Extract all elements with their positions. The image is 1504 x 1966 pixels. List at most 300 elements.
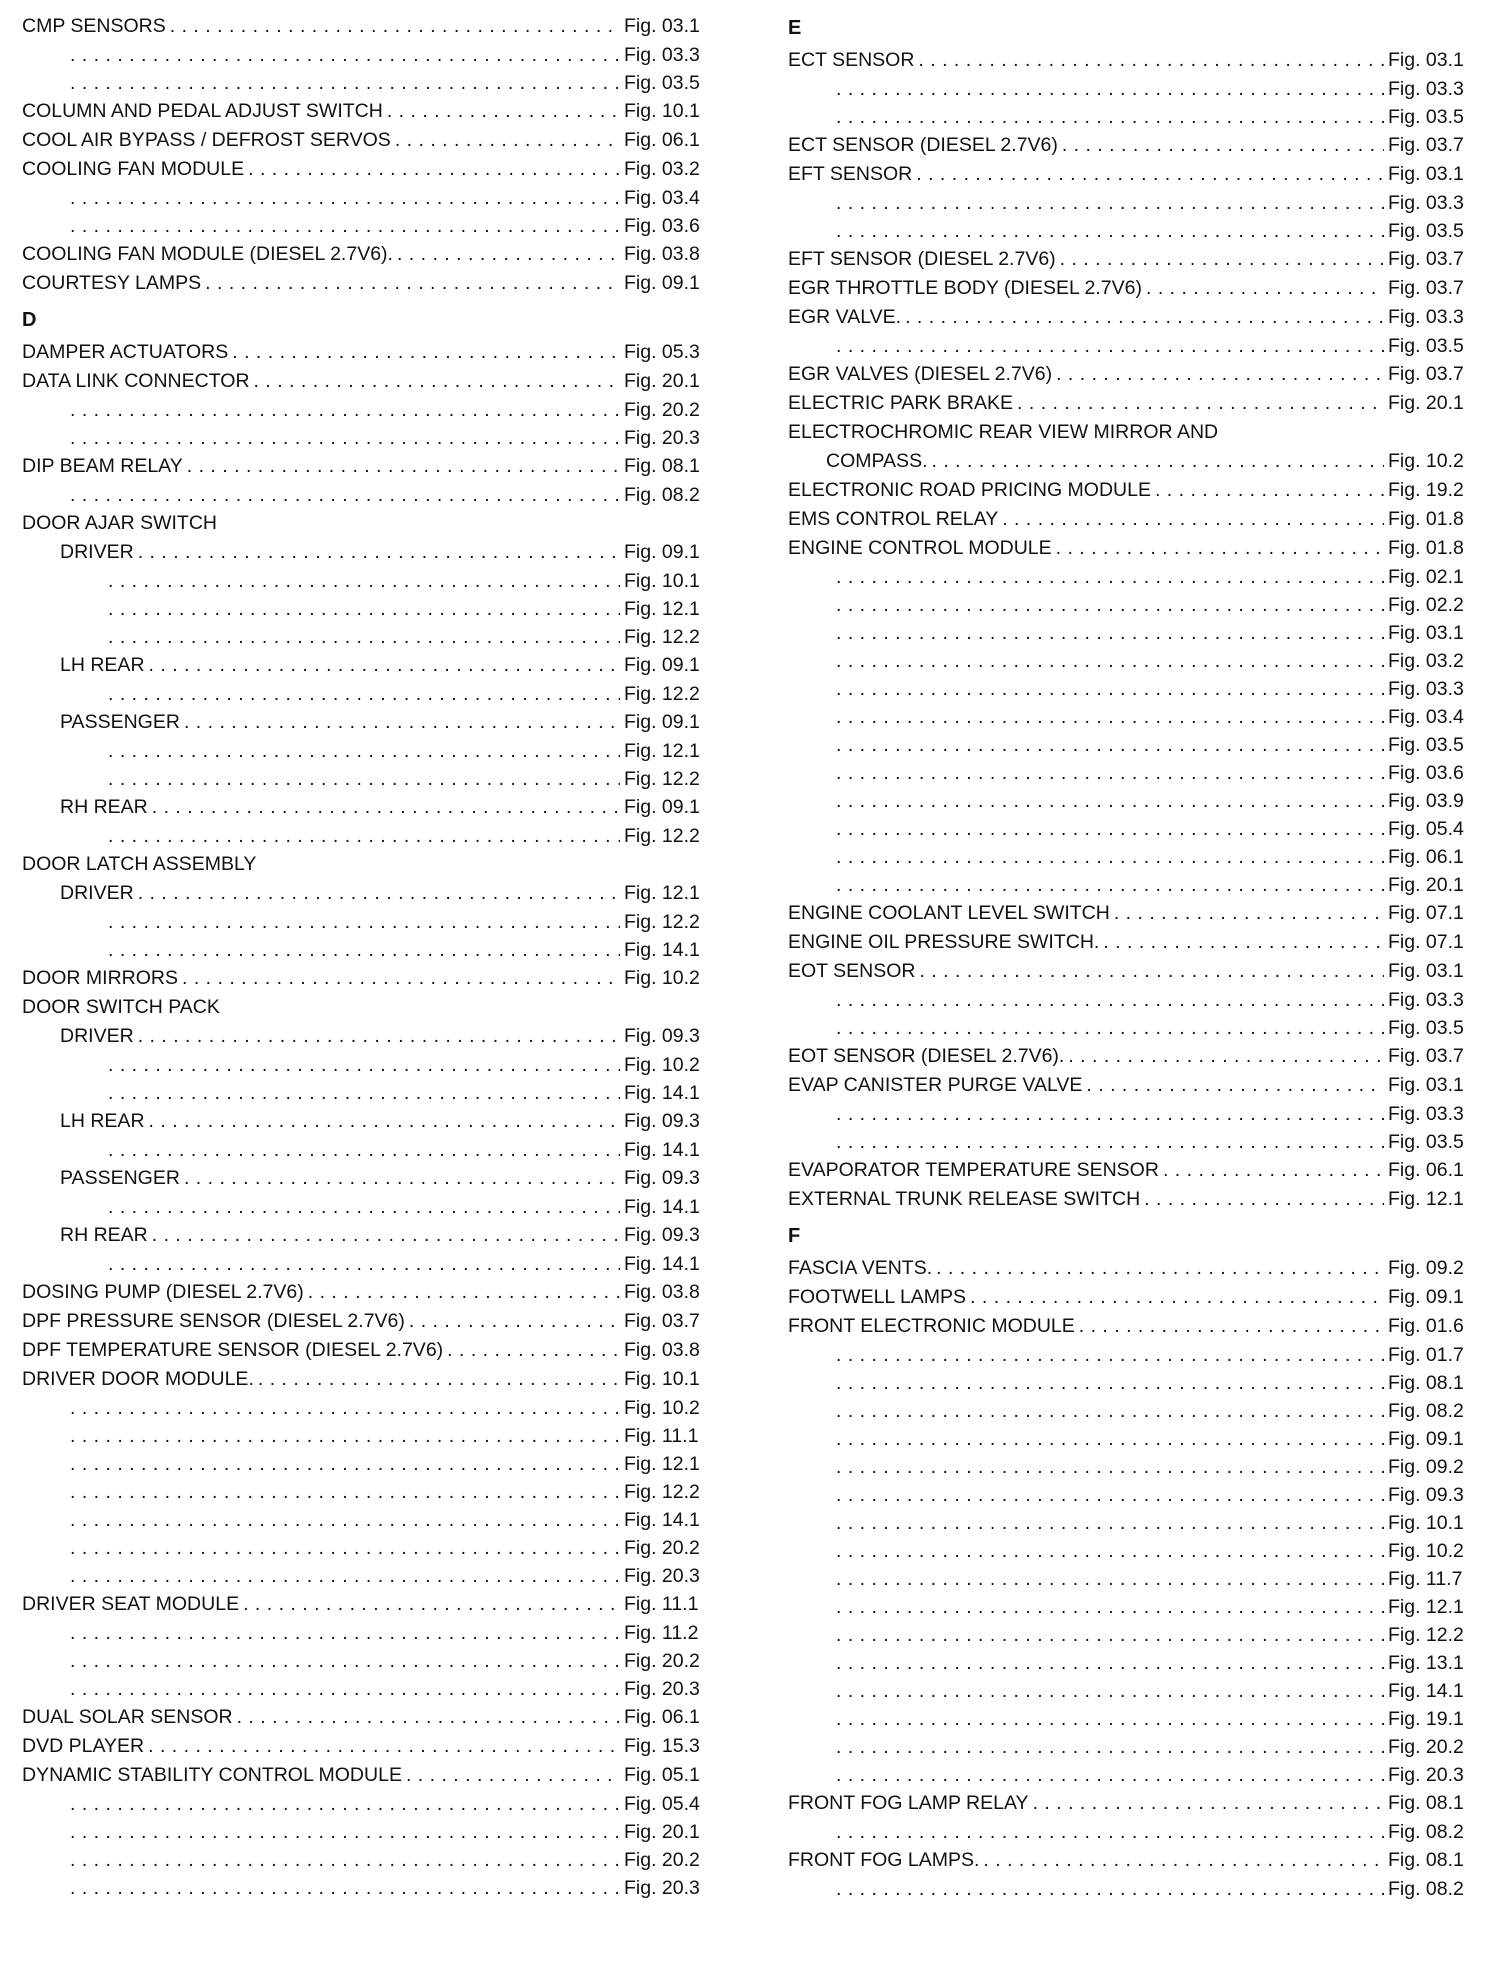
figure-reference[interactable]: Fig. 11.2 xyxy=(624,1622,699,1644)
dot-leader xyxy=(1033,1789,1384,1818)
index-entry-label: EFT SENSOR (DIESEL 2.7V6) xyxy=(788,248,1056,270)
figure-reference[interactable]: Fig. 08.1 xyxy=(1388,1792,1464,1814)
dot-leader xyxy=(108,1250,620,1278)
index-entry-label: ENGINE CONTROL MODULE xyxy=(788,537,1052,559)
index-entry-row xyxy=(22,1221,710,1250)
dot-leader xyxy=(932,447,1385,476)
dot-leader xyxy=(70,424,620,452)
dot-leader xyxy=(1146,274,1384,303)
index-entry-row xyxy=(22,708,710,737)
figure-reference[interactable]: Fig. 03.5 xyxy=(1388,220,1464,242)
index-continuation-row xyxy=(22,1506,710,1534)
figure-reference[interactable]: Fig. 12.2 xyxy=(624,626,700,648)
dot-leader xyxy=(836,1100,1384,1128)
figure-reference[interactable]: Fig. 20.1 xyxy=(1388,874,1464,896)
index-entry-row xyxy=(22,1761,710,1790)
figure-reference[interactable]: Fig. 20.3 xyxy=(624,1565,700,1587)
index-continuation-row xyxy=(788,1621,1474,1649)
index-continuation-row xyxy=(788,1565,1474,1593)
dot-leader xyxy=(387,97,620,126)
figure-reference[interactable]: Fig. 05.4 xyxy=(624,1793,700,1815)
index-continuation-row xyxy=(22,623,710,651)
figure-reference[interactable]: Fig. 08.1 xyxy=(1388,1849,1464,1871)
index-continuation-row xyxy=(788,1593,1474,1621)
dot-leader xyxy=(836,1509,1384,1537)
index-entry-row xyxy=(788,360,1474,389)
figure-reference[interactable]: Fig. 03.3 xyxy=(624,44,700,66)
figure-reference[interactable]: Fig. 09.3 xyxy=(624,1110,700,1132)
index-entry-label: FRONT FOG LAMP RELAY xyxy=(788,1792,1029,1814)
figure-reference[interactable]: Fig. 03.5 xyxy=(1388,734,1464,756)
index-entry-label: COMPASS. xyxy=(826,450,928,472)
dot-leader xyxy=(836,1593,1384,1621)
figure-reference[interactable]: Fig. 09.1 xyxy=(1388,1286,1464,1308)
index-continuation-row xyxy=(788,217,1474,245)
index-continuation-row xyxy=(22,1193,710,1221)
index-continuation-row xyxy=(22,936,710,964)
figure-reference[interactable]: Fig. 06.1 xyxy=(624,129,700,151)
figure-reference[interactable]: Fig. 03.7 xyxy=(1388,1045,1464,1067)
index-continuation-row xyxy=(22,1562,710,1590)
index-continuation-row xyxy=(22,1394,710,1422)
figure-reference[interactable]: Fig. 11.1 xyxy=(624,1593,699,1615)
index-continuation-row xyxy=(788,1649,1474,1677)
dot-leader xyxy=(1056,534,1384,563)
figure-reference[interactable]: Fig. 01.8 xyxy=(1388,508,1464,530)
dot-leader xyxy=(70,1478,620,1506)
figure-reference[interactable]: Fig. 20.1 xyxy=(624,370,700,392)
figure-reference[interactable]: Fig. 10.2 xyxy=(624,1054,700,1076)
figure-reference[interactable]: Fig. 14.1 xyxy=(624,1139,700,1161)
index-continuation-row xyxy=(788,1369,1474,1397)
figure-reference[interactable]: Fig. 03.8 xyxy=(624,1339,700,1361)
figure-reference[interactable]: Fig. 03.8 xyxy=(624,243,700,265)
figure-reference[interactable]: Fig. 03.1 xyxy=(1388,960,1464,982)
figure-reference[interactable]: Fig. 12.1 xyxy=(624,598,700,620)
figure-reference[interactable]: Fig. 12.1 xyxy=(624,882,700,904)
figure-reference[interactable]: Fig. 03.1 xyxy=(624,15,700,37)
index-continuation-row xyxy=(22,1250,710,1278)
figure-reference[interactable]: Fig. 14.1 xyxy=(1388,1680,1464,1702)
figure-reference[interactable]: Fig. 13.1 xyxy=(1388,1652,1464,1674)
dot-leader xyxy=(108,1193,620,1221)
figure-reference[interactable]: Fig. 03.6 xyxy=(624,215,700,237)
figure-reference[interactable]: Fig. 05.1 xyxy=(624,1764,700,1786)
figure-reference[interactable]: Fig. 09.3 xyxy=(1388,1484,1464,1506)
dot-leader xyxy=(836,217,1384,245)
index-entry-label: EXTERNAL TRUNK RELEASE SWITCH xyxy=(788,1188,1141,1210)
index-continuation-row xyxy=(788,591,1474,619)
figure-reference[interactable]: Fig. 11.1 xyxy=(624,1425,699,1447)
figure-reference[interactable]: Fig. 03.3 xyxy=(1388,989,1464,1011)
figure-reference[interactable]: Fig. 12.1 xyxy=(1388,1188,1464,1210)
index-entry-label: DPF PRESSURE SENSOR (DIESEL 2.7V6) xyxy=(22,1310,405,1332)
figure-reference[interactable]: Fig. 20.2 xyxy=(624,1537,700,1559)
figure-reference[interactable]: Fig. 12.1 xyxy=(624,740,700,762)
index-entry-label: DYNAMIC STABILITY CONTROL MODULE xyxy=(22,1764,402,1786)
index-entry-row xyxy=(22,1164,710,1193)
figure-reference[interactable]: Fig. 03.2 xyxy=(1388,650,1464,672)
figure-reference[interactable]: Fig. 03.4 xyxy=(1388,706,1464,728)
dot-leader xyxy=(395,126,620,155)
index-entry-label: RH REAR xyxy=(60,796,148,818)
figure-reference[interactable]: Fig. 14.1 xyxy=(624,1509,700,1531)
figure-reference[interactable]: Fig. 03.1 xyxy=(1388,163,1464,185)
figure-reference[interactable]: Fig. 11.7 xyxy=(1388,1568,1463,1590)
index-continuation-row xyxy=(788,1425,1474,1453)
dot-leader xyxy=(138,538,620,567)
figure-reference[interactable]: Fig. 09.1 xyxy=(624,796,700,818)
index-continuation-row xyxy=(22,212,710,240)
index-entry-label: EGR THROTTLE BODY (DIESEL 2.7V6) xyxy=(788,277,1142,299)
dot-leader xyxy=(836,1761,1384,1789)
figure-reference[interactable]: Fig. 19.1 xyxy=(1388,1708,1464,1730)
dot-leader xyxy=(70,184,620,212)
dot-leader xyxy=(836,1453,1384,1481)
index-continuation-row xyxy=(788,1453,1474,1481)
index-entry-label: DRIVER xyxy=(60,1025,134,1047)
index-entry-label: EGR VALVES (DIESEL 2.7V6) xyxy=(788,363,1053,385)
figure-reference[interactable]: Fig. 09.1 xyxy=(624,654,700,676)
figure-reference[interactable]: Fig. 10.2 xyxy=(624,967,700,989)
dot-leader xyxy=(108,1136,620,1164)
figure-reference[interactable]: Fig. 03.5 xyxy=(1388,106,1464,128)
index-entry-label: EOT SENSOR xyxy=(788,960,916,982)
index-entry-row xyxy=(22,452,710,481)
figure-reference[interactable]: Fig. 03.7 xyxy=(1388,363,1464,385)
figure-reference[interactable]: Fig. 20.1 xyxy=(624,1821,700,1843)
dot-leader xyxy=(70,396,620,424)
index-entry-label: DOOR MIRRORS xyxy=(22,967,178,989)
index-continuation-row xyxy=(788,986,1474,1014)
dot-leader xyxy=(836,647,1384,675)
figure-reference[interactable]: Fig. 03.7 xyxy=(624,1310,700,1332)
figure-reference[interactable]: Fig. 01.8 xyxy=(1388,537,1464,559)
figure-reference[interactable]: Fig. 20.1 xyxy=(1388,392,1464,414)
index-entry-row xyxy=(788,1185,1474,1214)
figure-reference[interactable]: Fig. 03.7 xyxy=(1388,134,1464,156)
figure-reference[interactable]: Fig. 12.1 xyxy=(1388,1596,1464,1618)
figure-reference[interactable]: Fig. 10.1 xyxy=(624,100,700,122)
index-entry-row xyxy=(22,240,710,269)
figure-reference[interactable]: Fig. 06.1 xyxy=(624,1706,700,1728)
dot-leader xyxy=(836,759,1384,787)
dot-leader xyxy=(108,822,620,850)
index-entry-row xyxy=(788,928,1474,957)
dot-leader xyxy=(836,1425,1384,1453)
index-continuation-row xyxy=(22,567,710,595)
figure-reference[interactable]: Fig. 06.1 xyxy=(1388,846,1464,868)
index-continuation-row xyxy=(788,647,1474,675)
dot-leader xyxy=(205,269,620,298)
section-letter-header: D xyxy=(22,309,37,331)
figure-reference[interactable]: Fig. 03.7 xyxy=(1388,248,1464,270)
index-continuation-row xyxy=(22,1846,710,1874)
index-entry-row xyxy=(22,367,710,396)
figure-reference[interactable]: Fig. 02.2 xyxy=(1388,594,1464,616)
index-entry-row xyxy=(22,1365,710,1394)
index-entry-label: FOOTWELL LAMPS xyxy=(788,1286,967,1308)
figure-reference[interactable]: Fig. 08.2 xyxy=(1388,1400,1464,1422)
dot-leader xyxy=(983,1846,1384,1875)
dot-leader xyxy=(836,675,1384,703)
index-continuation-row xyxy=(788,1128,1474,1156)
dot-leader xyxy=(70,1818,620,1846)
figure-reference[interactable]: Fig. 03.1 xyxy=(1388,49,1464,71)
dot-leader xyxy=(70,1790,620,1818)
index-entry-row xyxy=(22,1022,710,1051)
figure-reference[interactable]: Fig. 03.8 xyxy=(624,1281,700,1303)
figure-reference[interactable]: Fig. 14.1 xyxy=(624,1253,700,1275)
figure-reference[interactable]: Fig. 03.5 xyxy=(624,72,700,94)
dot-leader xyxy=(70,1422,620,1450)
figure-reference[interactable]: Fig. 19.2 xyxy=(1388,479,1464,501)
dot-leader xyxy=(1079,1312,1384,1341)
dot-leader xyxy=(108,1079,620,1107)
index-continuation-row xyxy=(788,1761,1474,1789)
figure-reference[interactable]: Fig. 14.1 xyxy=(624,1196,700,1218)
figure-reference[interactable]: Fig. 07.1 xyxy=(1388,931,1464,953)
dot-leader xyxy=(836,1565,1384,1593)
index-entry-label: ENGINE COOLANT LEVEL SWITCH xyxy=(788,902,1110,924)
dot-leader xyxy=(836,1705,1384,1733)
index-continuation-row xyxy=(22,396,710,424)
figure-reference[interactable]: Fig. 06.1 xyxy=(1388,1159,1464,1181)
dot-leader xyxy=(184,708,620,737)
dot-leader xyxy=(920,957,1384,986)
figure-reference[interactable]: Fig. 03.9 xyxy=(1388,790,1464,812)
figure-reference[interactable]: Fig. 03.3 xyxy=(1388,78,1464,100)
figure-reference[interactable]: Fig. 08.1 xyxy=(624,455,700,477)
index-continuation-row xyxy=(22,822,710,850)
dot-leader xyxy=(138,879,620,908)
figure-reference[interactable]: Fig. 12.2 xyxy=(1388,1624,1464,1646)
dot-leader xyxy=(70,1675,620,1703)
index-continuation-row xyxy=(22,1818,710,1846)
index-entry-row xyxy=(788,389,1474,418)
figure-reference[interactable]: Fig. 08.2 xyxy=(624,484,700,506)
index-group-heading: DOOR SWITCH PACK xyxy=(22,996,220,1018)
index-entry-row xyxy=(22,1336,710,1365)
figure-reference[interactable]: Fig. 03.5 xyxy=(1388,335,1464,357)
index-entry-label: DRIVER xyxy=(60,541,134,563)
dot-leader xyxy=(409,1307,620,1336)
dot-leader xyxy=(836,563,1384,591)
dot-leader xyxy=(836,75,1384,103)
figure-reference[interactable]: Fig. 10.2 xyxy=(1388,1540,1464,1562)
figure-reference[interactable]: Fig. 20.3 xyxy=(1388,1764,1464,1786)
index-continuation-row xyxy=(788,843,1474,871)
index-entry-label: COURTESY LAMPS xyxy=(22,272,202,294)
figure-reference[interactable]: Fig. 08.2 xyxy=(1388,1878,1464,1900)
figure-reference[interactable]: Fig. 03.2 xyxy=(624,158,700,180)
index-continuation-row xyxy=(22,680,710,708)
dot-leader xyxy=(836,103,1384,131)
index-entry-label: CMP SENSORS xyxy=(22,15,166,37)
index-continuation-row xyxy=(22,595,710,623)
dot-leader xyxy=(836,1649,1384,1677)
index-entry-row xyxy=(788,245,1474,274)
dot-leader xyxy=(1017,389,1384,418)
index-continuation-row xyxy=(22,184,710,212)
figure-reference[interactable]: Fig. 05.3 xyxy=(624,341,700,363)
figure-reference[interactable]: Fig. 10.1 xyxy=(1388,1512,1464,1534)
figure-reference[interactable]: Fig. 14.1 xyxy=(624,939,700,961)
figure-reference[interactable]: Fig. 20.2 xyxy=(1388,1736,1464,1758)
index-continuation-row xyxy=(22,424,710,452)
figure-reference[interactable]: Fig. 03.6 xyxy=(1388,762,1464,784)
figure-reference[interactable]: Fig. 03.3 xyxy=(1388,192,1464,214)
figure-reference[interactable]: Fig. 20.2 xyxy=(624,399,700,421)
dot-leader xyxy=(1062,131,1384,160)
dot-leader xyxy=(70,212,620,240)
figure-reference[interactable]: Fig. 10.2 xyxy=(1388,450,1464,472)
dot-leader xyxy=(70,481,620,509)
figure-reference[interactable]: Fig. 03.3 xyxy=(1388,678,1464,700)
index-entry-row xyxy=(788,505,1474,534)
index-continuation-row xyxy=(22,1136,710,1164)
dot-leader xyxy=(836,1341,1384,1369)
index-entry-row xyxy=(788,1789,1474,1818)
figure-reference[interactable]: Fig. 03.3 xyxy=(1388,306,1464,328)
figure-reference[interactable]: Fig. 03.5 xyxy=(1388,1131,1464,1153)
index-entry-row xyxy=(22,793,710,822)
index-entry-row xyxy=(22,1307,710,1336)
figure-reference[interactable]: Fig. 03.7 xyxy=(1388,277,1464,299)
section-letter-header: E xyxy=(788,17,802,39)
figure-reference[interactable]: Fig. 10.2 xyxy=(624,1397,700,1419)
index-entry-label: EOT SENSOR (DIESEL 2.7V6). xyxy=(788,1045,1065,1067)
dot-leader xyxy=(836,591,1384,619)
index-continuation-row xyxy=(788,703,1474,731)
dot-leader xyxy=(397,240,620,269)
dot-leader xyxy=(70,1647,620,1675)
index-entry-row xyxy=(788,131,1474,160)
figure-reference[interactable]: Fig. 12.1 xyxy=(624,1453,700,1475)
figure-reference[interactable]: Fig. 09.1 xyxy=(624,711,700,733)
index-continuation-row xyxy=(788,1341,1474,1369)
figure-reference[interactable]: Fig. 02.1 xyxy=(1388,566,1464,588)
index-entry-row xyxy=(22,126,710,155)
figure-reference[interactable]: Fig. 03.4 xyxy=(624,187,700,209)
index-entry-label: ECT SENSOR (DIESEL 2.7V6) xyxy=(788,134,1058,156)
index-entry-label: ECT SENSOR xyxy=(788,49,915,71)
index-entry-row xyxy=(788,534,1474,563)
figure-reference[interactable]: Fig. 10.1 xyxy=(624,570,700,592)
index-continuation-row xyxy=(22,908,710,936)
dot-leader xyxy=(308,1278,620,1307)
dot-leader xyxy=(70,1562,620,1590)
dot-leader xyxy=(836,1369,1384,1397)
dot-leader xyxy=(836,1128,1384,1156)
figure-reference[interactable]: Fig. 20.3 xyxy=(624,427,700,449)
index-entry-label: EGR VALVE. xyxy=(788,306,902,328)
figure-reference[interactable]: Fig. 09.2 xyxy=(1388,1257,1464,1279)
figure-reference[interactable]: Fig. 20.3 xyxy=(624,1678,700,1700)
figure-reference[interactable]: Fig. 05.4 xyxy=(1388,818,1464,840)
index-continuation-row xyxy=(788,815,1474,843)
figure-reference[interactable]: Fig. 12.2 xyxy=(624,825,700,847)
index-entry-row xyxy=(22,1590,710,1619)
index-entry-label: PASSENGER xyxy=(60,711,180,733)
figure-reference[interactable]: Fig. 09.2 xyxy=(1388,1456,1464,1478)
figure-reference[interactable]: Fig. 20.2 xyxy=(624,1650,700,1672)
figure-reference[interactable]: Fig. 08.2 xyxy=(1388,1821,1464,1843)
index-entry-row xyxy=(788,1071,1474,1100)
index-continuation-row xyxy=(22,765,710,793)
dot-leader xyxy=(836,871,1384,899)
figure-reference[interactable]: Fig. 12.2 xyxy=(624,683,700,705)
dot-leader xyxy=(149,1107,620,1136)
figure-reference[interactable]: Fig. 07.1 xyxy=(1388,902,1464,924)
figure-reference[interactable]: Fig. 12.2 xyxy=(624,1481,700,1503)
index-entry-label: LH REAR xyxy=(60,1110,145,1132)
dot-leader xyxy=(70,1506,620,1534)
figure-reference[interactable]: Fig. 09.3 xyxy=(624,1025,700,1047)
figure-reference[interactable]: Fig. 12.2 xyxy=(624,768,700,790)
dot-leader xyxy=(836,815,1384,843)
index-continuation-row xyxy=(788,1733,1474,1761)
index-entry-row xyxy=(22,1732,710,1761)
figure-reference[interactable]: Fig. 15.3 xyxy=(624,1735,700,1757)
index-entry-row xyxy=(788,447,1474,476)
figure-reference[interactable]: Fig. 09.3 xyxy=(624,1167,700,1189)
figure-reference[interactable]: Fig. 01.7 xyxy=(1388,1344,1464,1366)
index-entry-label: ELECTRONIC ROAD PRICING MODULE xyxy=(788,479,1151,501)
index-group-heading: DOOR AJAR SWITCH xyxy=(22,512,218,534)
index-continuation-row xyxy=(22,481,710,509)
figure-reference[interactable]: Fig. 03.5 xyxy=(1388,1017,1464,1039)
figure-reference[interactable]: Fig. 09.1 xyxy=(624,541,700,563)
figure-reference[interactable]: Fig. 03.1 xyxy=(1388,1074,1464,1096)
index-entry-label: ENGINE OIL PRESSURE SWITCH. xyxy=(788,931,1100,953)
dot-leader xyxy=(406,1761,620,1790)
dot-leader xyxy=(108,1051,620,1079)
index-entry-row xyxy=(788,957,1474,986)
dot-leader xyxy=(836,986,1384,1014)
dot-leader xyxy=(108,567,620,595)
dot-leader xyxy=(905,303,1384,332)
index-continuation-row xyxy=(22,1675,710,1703)
dot-leader xyxy=(836,1537,1384,1565)
figure-reference[interactable]: Fig. 10.1 xyxy=(624,1368,700,1390)
dot-leader xyxy=(970,1283,1384,1312)
figure-reference[interactable]: Fig. 03.3 xyxy=(1388,1103,1464,1125)
index-entry-row xyxy=(788,160,1474,189)
figure-reference[interactable]: Fig. 20.2 xyxy=(624,1849,700,1871)
index-entry-label: DATA LINK CONNECTOR xyxy=(22,370,250,392)
figure-reference[interactable]: Fig. 09.3 xyxy=(624,1224,700,1246)
index-entry-row xyxy=(22,1278,710,1307)
figure-reference[interactable]: Fig. 08.1 xyxy=(1388,1372,1464,1394)
dot-leader xyxy=(836,1014,1384,1042)
figure-reference[interactable]: Fig. 20.3 xyxy=(624,1877,700,1899)
figure-reference[interactable]: Fig. 01.6 xyxy=(1388,1315,1464,1337)
index-entry-label: FRONT ELECTRONIC MODULE xyxy=(788,1315,1075,1337)
index-entry-row xyxy=(22,538,710,567)
dot-leader xyxy=(836,1481,1384,1509)
figure-reference[interactable]: Fig. 14.1 xyxy=(624,1082,700,1104)
figure-reference[interactable]: Fig. 03.1 xyxy=(1388,622,1464,644)
figure-reference[interactable]: Fig. 09.1 xyxy=(1388,1428,1464,1450)
figure-reference[interactable]: Fig. 09.1 xyxy=(624,272,700,294)
dot-leader xyxy=(70,1619,620,1647)
index-continuation-row xyxy=(788,189,1474,217)
dot-leader xyxy=(836,1621,1384,1649)
index-entry-label: COLUMN AND PEDAL ADJUST SWITCH xyxy=(22,100,383,122)
dot-leader xyxy=(184,1164,620,1193)
figure-reference[interactable]: Fig. 12.2 xyxy=(624,911,700,933)
